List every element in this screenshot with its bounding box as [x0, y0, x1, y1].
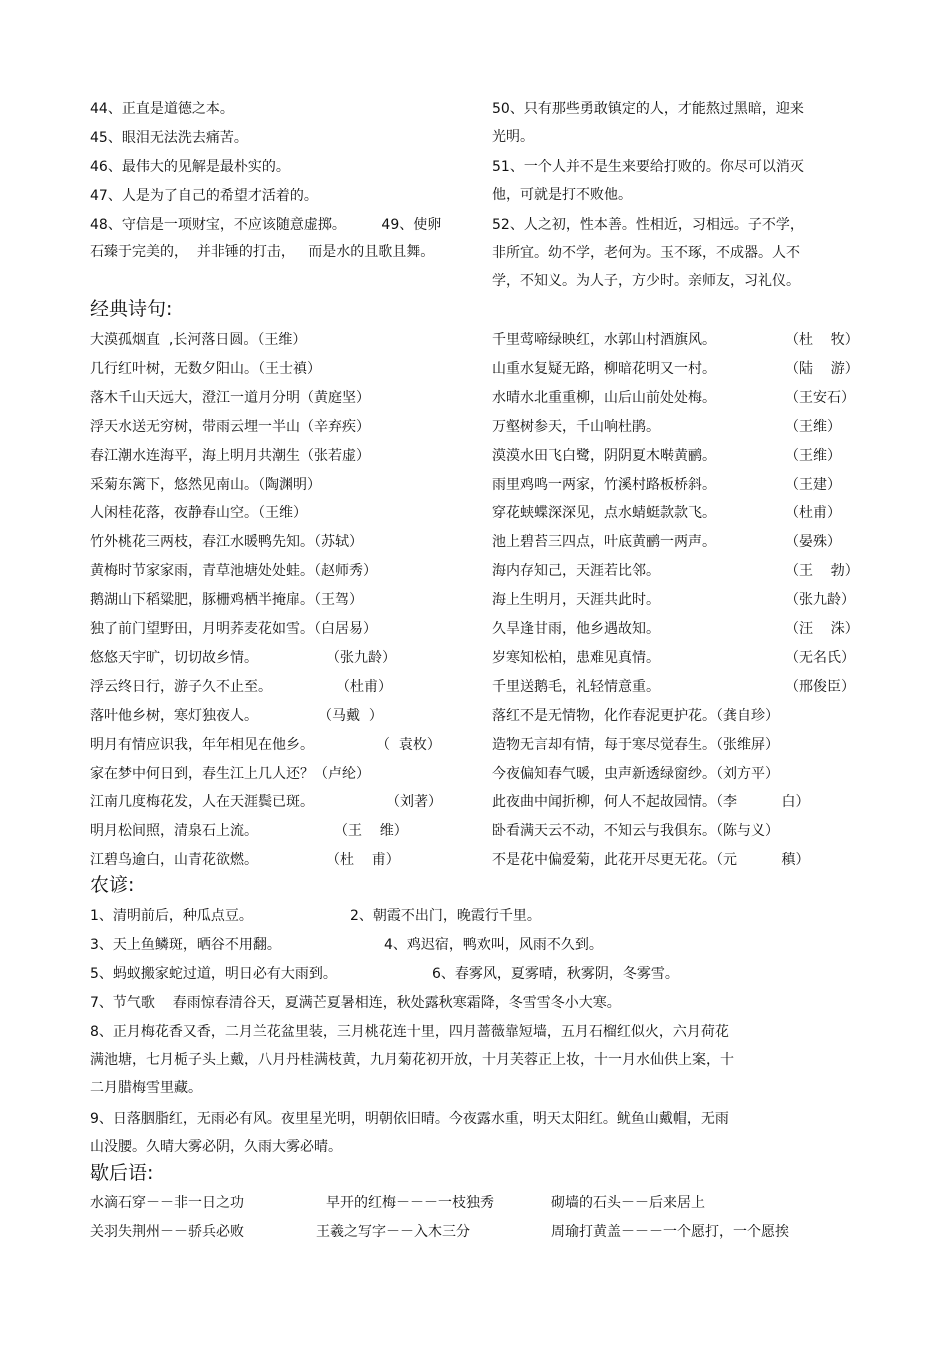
proverb-8-line-1: 8、正月梅花香又香，二月兰花盆里装，三月桃花连十里，四月蔷薇靠短墙，五月石榴红似火，六月荷花 — [90, 1024, 729, 1040]
quote-45: 45、眼泪无法洗去痛苦。 — [90, 130, 248, 146]
poem-text: 落红不是无情物，化作春泥更护花。（龚自珍） — [492, 708, 779, 724]
poem-text: 此夜曲中闻折柳，何人不起故园情。（李 白） — [492, 794, 810, 810]
poem-text: 浮云终日行，游子久不止至。 — [90, 679, 272, 695]
poem-text: 漠漠水田飞白鹭，阴阴夏木啭黄鹂。 — [492, 448, 716, 464]
proverbs-heading: 农谚: — [90, 874, 135, 896]
xiehouyu-item: 周瑜打黄盖－－－一个愿打，一个愿挨 — [551, 1224, 789, 1240]
quote-52-line-1: 52、人之初，性本善。性相近，习相远。子不学， — [492, 217, 804, 233]
poem-text: 明月有情应识我，年年相见在他乡。 — [90, 737, 314, 753]
poem-author: （邢俊臣） — [785, 679, 855, 695]
poem-author: （王 勃） — [785, 563, 859, 579]
proverb-8-line-2: 满池塘，七月栀子头上戴，八月丹桂满枝黄，九月菊花初开放，十月芙蓉正上妆，十一月水仙供上案，十 — [90, 1052, 734, 1068]
poem-author: （王建） — [785, 477, 841, 493]
poem-text: 千里莺啼绿映红，水郭山村酒旗风。 — [492, 332, 716, 348]
poem-author: （杜 甫） — [326, 852, 400, 868]
poem-text: 海上生明月，天涯共此时。 — [492, 592, 660, 608]
poem-text: 卧看满天云不动，不知云与我俱东。（陈与义） — [492, 823, 779, 839]
xiehouyu-heading: 歇后语: — [90, 1162, 154, 1184]
proverb-9-line-1: 9、日落胭脂红，无雨必有风。夜里星光明，明朝依旧晴。今夜露水重，明天太阳红。鱿鱼山戴帽，无雨 — [90, 1111, 729, 1127]
poem-text: 池上碧苔三四点，叶底黄鹂一两声。 — [492, 534, 716, 550]
poem-text: 雨里鸡鸣一两家，竹溪村路板桥斜。 — [492, 477, 716, 493]
poem-text: 春江潮水连海平，海上明月共潮生（张若虚） — [90, 448, 370, 464]
poem-text: 明月松间照，清泉石上流。 — [90, 823, 258, 839]
poem-author: （ 袁枚） — [376, 737, 441, 753]
xiehouyu-item: 砌墙的石头－－后来居上 — [551, 1195, 705, 1211]
poem-text: 不是花中偏爱菊，此花开尽更无花。（元 稹） — [492, 852, 810, 868]
proverb-7: 7、节气歌 春雨惊春清谷天，夏满芒夏暑相连，秋处露秋寒霜降，冬雪雪冬小大寒。 — [90, 995, 621, 1011]
xiehouyu-item: 水滴石穿－－非一日之功 — [90, 1195, 244, 1211]
poem-text: 采菊东篱下，悠然见南山。（陶渊明） — [90, 477, 321, 493]
poem-author: （王 维） — [334, 823, 408, 839]
xiehouyu-item: 早开的红梅－－－一枝独秀 — [326, 1195, 494, 1211]
proverb-8-line-3: 二月腊梅雪里藏。 — [90, 1080, 202, 1096]
xiehouyu-item: 关羽失荆州－－骄兵必败 — [90, 1224, 244, 1240]
poem-author: （陆 游） — [785, 361, 859, 377]
poem-author: （张九龄） — [326, 650, 396, 666]
proverb-3: 3、天上鱼鳞斑，晒谷不用翻。 — [90, 937, 281, 953]
poem-text: 海内存知己，天涯若比邻。 — [492, 563, 660, 579]
quote-46: 46、最伟大的见解是最朴实的。 — [90, 159, 290, 175]
poem-text: 鹅湖山下稻粱肥，豚栅鸡栖半掩扉。（王驾） — [90, 592, 363, 608]
quote-48-49-line-1: 48、守信是一项财宝，不应该随意虚掷。 49、使卵 — [90, 217, 442, 233]
proverb-2: 2、朝霞不出门，晚霞行千里。 — [350, 908, 541, 924]
poem-text: 家在梦中何日到，春生江上几人还？（卢纶） — [90, 766, 370, 782]
poem-text: 岁寒知松柏，患难见真情。 — [492, 650, 660, 666]
quote-51-line-1: 51、一个人并不是生来要给打败的。你尽可以消灭 — [492, 159, 804, 175]
poem-text: 今夜偏知春气暖，虫声新透绿窗纱。（刘方平） — [492, 766, 779, 782]
xiehouyu-item: 王羲之写字－－入木三分 — [316, 1224, 470, 1240]
quote-50-line-2: 光明。 — [492, 129, 534, 145]
poem-text: 大漠孤烟直 ,长河落日圆。（王维） — [90, 332, 307, 348]
poem-author: （王维） — [785, 448, 841, 464]
poem-author: （晏殊） — [785, 534, 841, 550]
poem-author: （张九龄） — [785, 592, 855, 608]
proverb-5: 5、蚂蚁搬家蛇过道，明日必有大雨到。 — [90, 966, 337, 982]
poem-author: （汪 洙） — [785, 621, 859, 637]
poem-author: （杜 牧） — [785, 332, 859, 348]
proverb-9-line-2: 山没腰。久晴大雾必阴，久雨大雾必晴。 — [90, 1139, 342, 1155]
poem-author: （刘著） — [386, 794, 442, 810]
poem-author: （王维） — [785, 419, 841, 435]
poem-author: （王安石） — [785, 390, 855, 406]
poem-author: （杜甫） — [785, 505, 841, 521]
poem-text: 悠悠天宇旷，切切故乡情。 — [90, 650, 258, 666]
poem-text: 穿花蛱蝶深深见，点水蜻蜓款款飞。 — [492, 505, 716, 521]
quote-52-line-2: 非所宜。幼不学，老何为。玉不琢，不成器。人不 — [492, 245, 800, 261]
quote-51-line-2: 他，可就是打不败他。 — [492, 187, 632, 203]
poem-text: 久旱逢甘雨，他乡遇故知。 — [492, 621, 660, 637]
poem-text: 江碧鸟逾白，山青花欲燃。 — [90, 852, 258, 868]
poem-text: 竹外桃花三两枝，春江水暖鸭先知。（苏轼） — [90, 534, 363, 550]
poem-text: 千里送鹅毛，礼轻情意重。 — [492, 679, 660, 695]
poem-text: 几行红叶树，无数夕阳山。（王士禛） — [90, 361, 321, 377]
proverb-4: 4、鸡迟宿，鸭欢叫，风雨不久到。 — [384, 937, 603, 953]
poem-text: 水晴水北重重柳，山后山前处处梅。 — [492, 390, 716, 406]
poem-text: 落木千山天远大，澄江一道月分明（黄庭坚） — [90, 390, 370, 406]
poem-text: 造物无言却有情，每于寒尽觉春生。（张维屏） — [492, 737, 779, 753]
poem-text: 黄梅时节家家雨，青草池塘处处蛙。（赵师秀） — [90, 563, 377, 579]
poem-author: （无名氏） — [785, 650, 855, 666]
poem-author: （杜甫） — [336, 679, 392, 695]
poem-text: 山重水复疑无路，柳暗花明又一村。 — [492, 361, 716, 377]
quote-48-49-line-2: 石臻于完美的， 并非锤的打击， 而是水的且歌且舞。 — [90, 244, 435, 260]
poem-text: 浮天水送无穷树，带雨云埋一半山（辛弃疾） — [90, 419, 370, 435]
poem-text: 江南几度梅花发，人在天涯鬓已斑。 — [90, 794, 314, 810]
quote-44: 44、正直是道德之本。 — [90, 101, 234, 117]
quote-47: 47、人是为了自己的希望才活着的。 — [90, 188, 318, 204]
poems-heading: 经典诗句: — [90, 298, 173, 320]
poem-author: （马戴 ） — [318, 708, 383, 724]
quote-50-line-1: 50、只有那些勇敢镇定的人，才能熬过黑暗，迎来 — [492, 101, 804, 117]
quote-52-line-3: 学，不知义。为人子，方少时。亲师友，习礼仪。 — [492, 273, 800, 289]
poem-text: 万壑树参天，千山响杜鹃。 — [492, 419, 660, 435]
proverb-1: 1、清明前后，种瓜点豆。 — [90, 908, 253, 924]
poem-text: 落叶他乡树，寒灯独夜人。 — [90, 708, 258, 724]
poem-text: 独了前门望野田，月明荞麦花如雪。（白居易） — [90, 621, 377, 637]
proverb-6: 6、春雾风，夏雾晴，秋雾阴，冬雾雪。 — [432, 966, 679, 982]
poem-text: 人闲桂花落，夜静春山空。（王维） — [90, 505, 307, 521]
